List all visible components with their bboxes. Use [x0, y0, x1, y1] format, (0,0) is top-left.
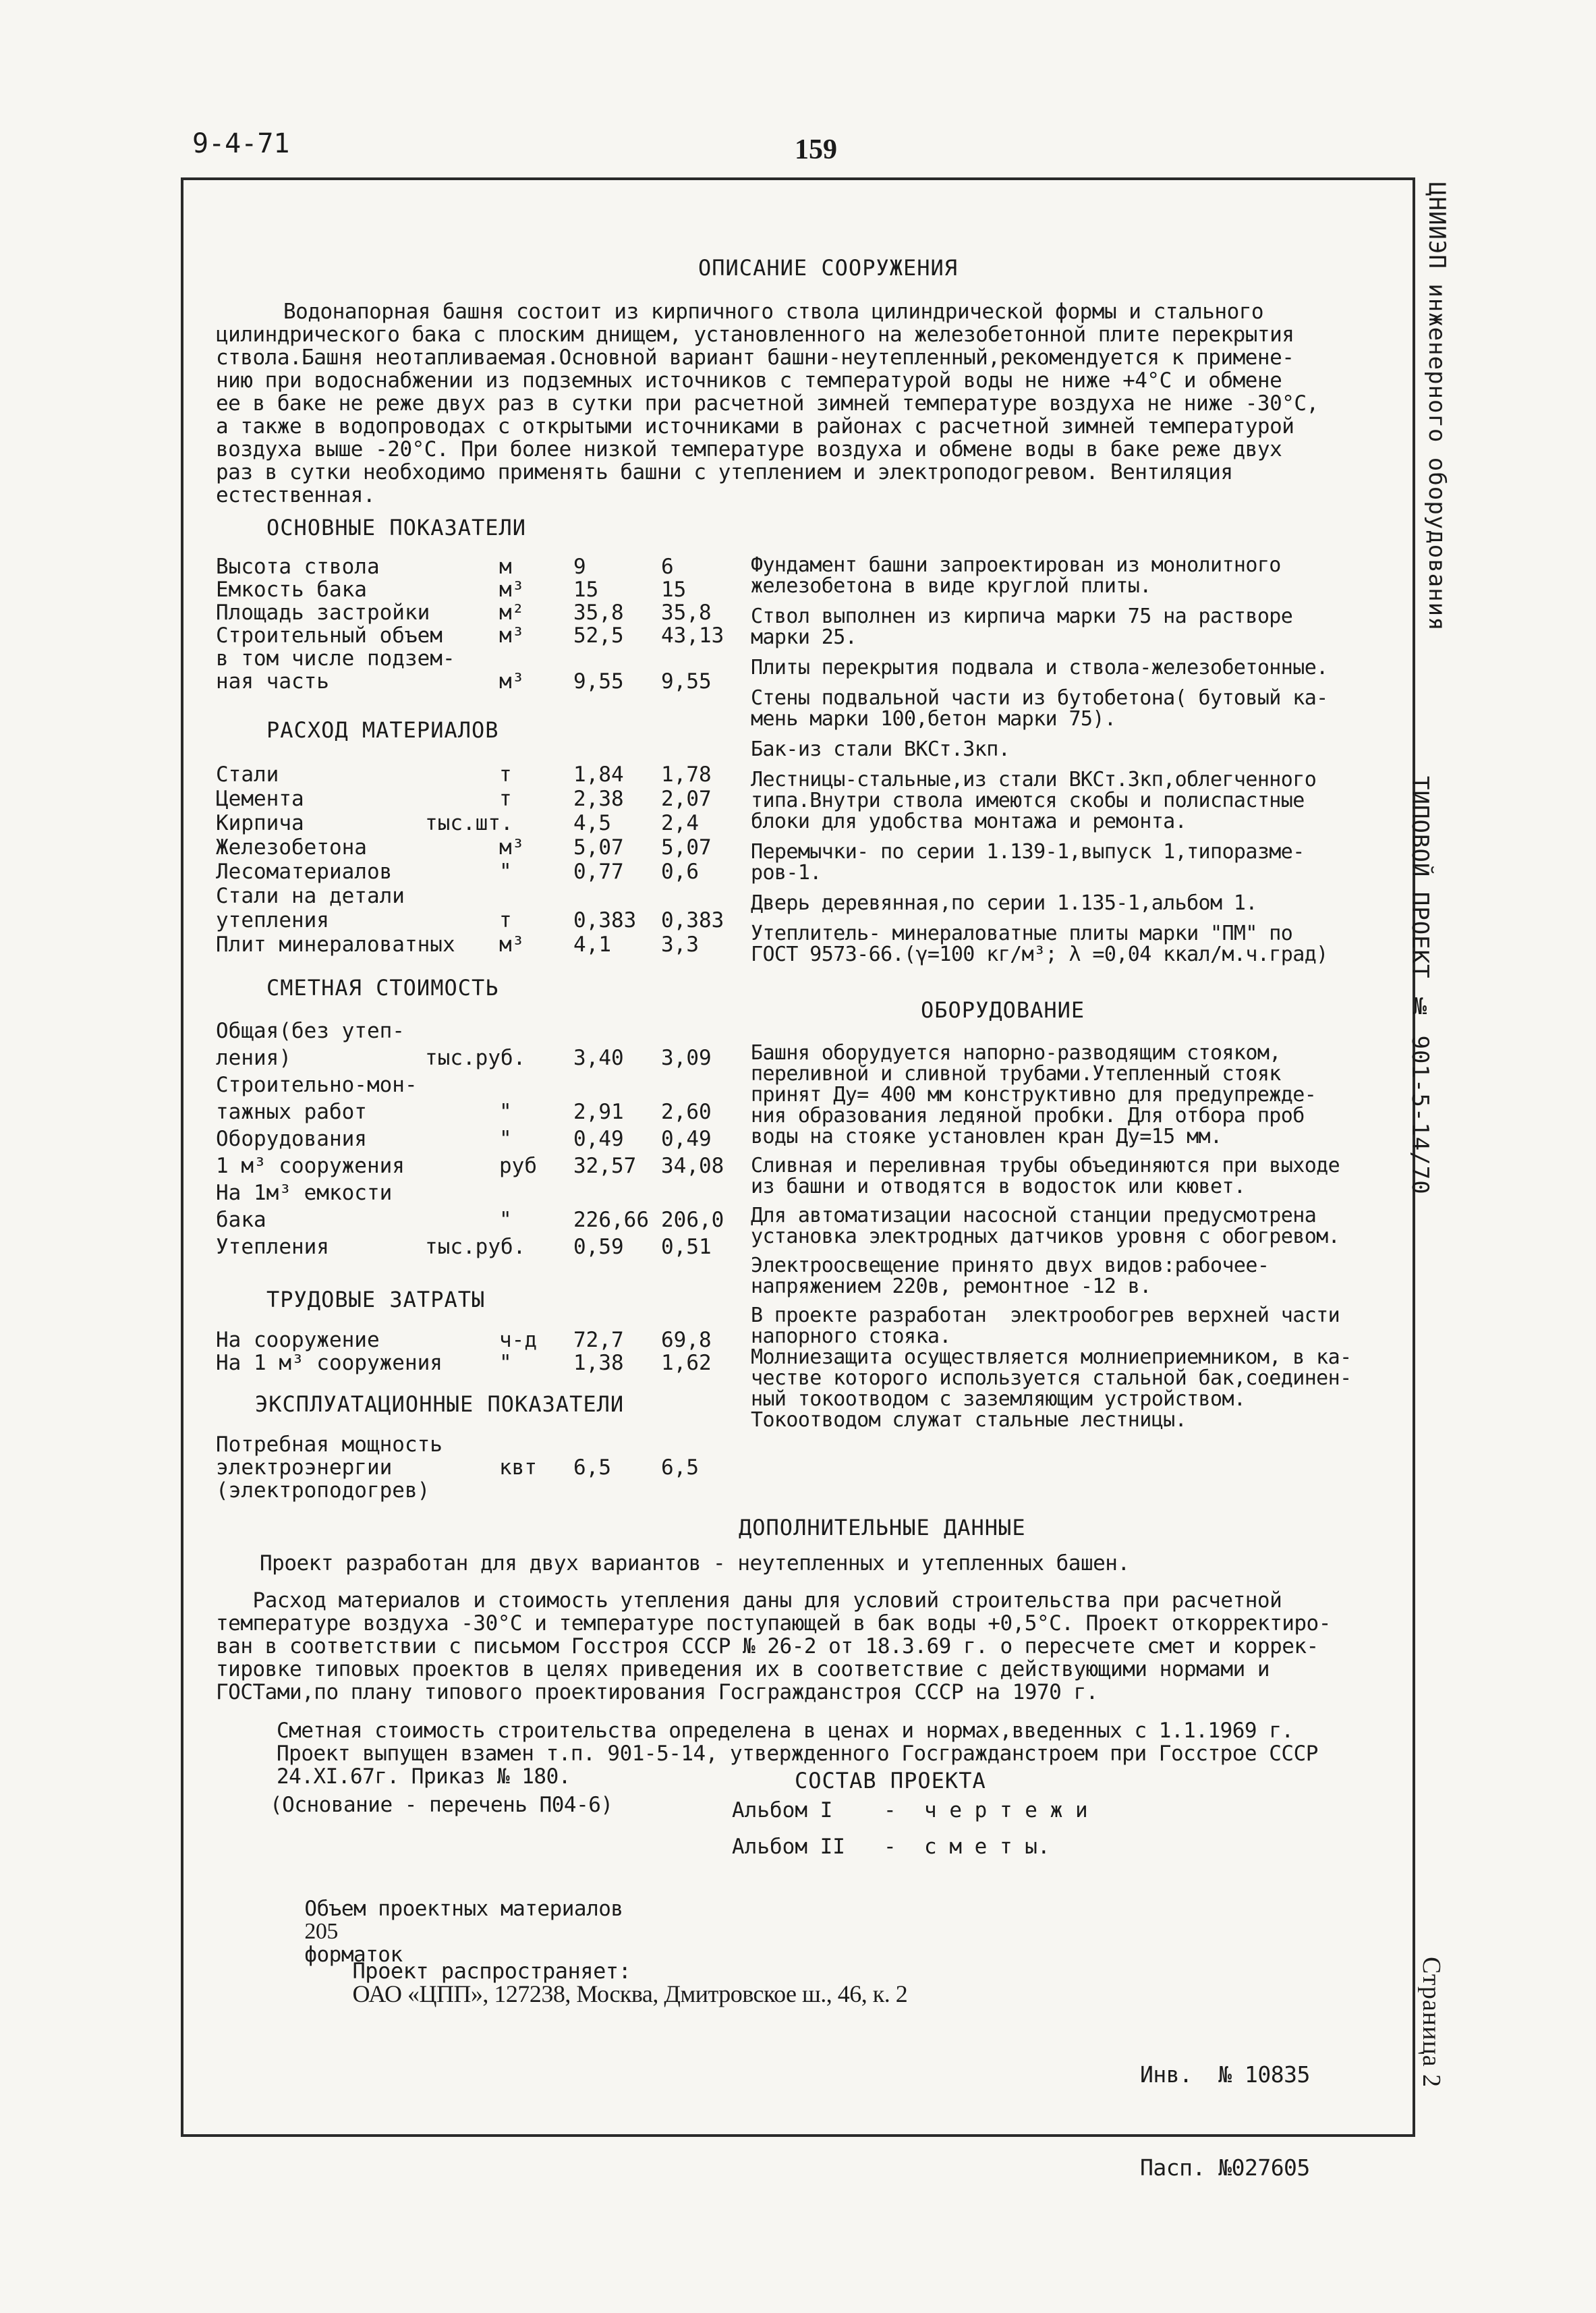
row-unit: руб — [499, 1154, 537, 1178]
volume-value: 205 — [304, 1919, 338, 1944]
additional-paragraph-1: Проект разработан для двух вариантов - неутепленных и утепленных башен. — [260, 1551, 1130, 1576]
row-unit: " — [499, 1100, 512, 1124]
row-value-1: 0,383 — [573, 908, 637, 932]
row-value-1: 52,5 — [573, 623, 624, 648]
row-value-2: 0,383 — [661, 908, 724, 932]
intro-line: раз в сутки необходимо применять башни с утеплением и электроподогревом. Вентиляция — [216, 460, 1233, 484]
row-value-2: 35,8 — [661, 601, 712, 625]
row-value-1: 32,57 — [573, 1154, 637, 1178]
row-label: Общая(без утеп- — [216, 1019, 405, 1043]
row-value-1: 4,5 — [573, 811, 611, 835]
row-label: электроэнергии — [216, 1455, 393, 1480]
section-main-indicators: ОСНОВНЫЕ ПОКАЗАТЕЛИ — [266, 515, 527, 540]
intro-line: Водонапорная башня состоит из кирпичного ствола цилиндрической формы и стального — [283, 300, 1264, 324]
intro-line: воздуха выше -20°С. При более низкой температуре воздуха и обмене воды в баке реже двух — [216, 437, 1282, 462]
row-unit: м³ — [499, 669, 525, 694]
row-label: Строительный объем — [216, 623, 443, 648]
note-block: Утеплитель- минераловатные плиты марки "ПМ" по ГОСТ 9573-66.(γ=100 кг/м³; λ =0,04 ккал/м.ч.град) — [751, 922, 1328, 966]
row-label: тажных работ — [216, 1100, 367, 1124]
row-value-2: 2,07 — [661, 787, 712, 811]
row-label: Стали — [216, 762, 279, 787]
section-additional: ДОПОЛНИТЕЛЬНЫЕ ДАННЫЕ — [739, 1515, 1026, 1540]
row-label: На 1м³ емкости — [216, 1181, 393, 1205]
additional-paragraph-2: Расход материалов и стоимость утепления даны для условий строительства при расчетной температуре воздуха -30°С и температуре поступающей в бак воды +0,5°С. Проект откорректиро- ван в соответствии с письмом Госстроя СССР № 26-2 от 18.3.69 г. о пересчете смет и коррек- тировке типовых проектов в целях приведения их в соответствие с действующими нормами и ГОСТами,по плану типового проектирования Госгражданстроя СССР на 1970 г. — [216, 1588, 1331, 1704]
section-composition: СОСТАВ ПРОЕКТА — [795, 1768, 986, 1793]
row-value-1: 4,1 — [573, 932, 611, 957]
intro-line: нию при водоснабжении из подземных источников с температурой воды не ниже +4°С и обмене — [216, 368, 1282, 393]
row-value-1: 6,5 — [573, 1455, 611, 1480]
row-value-2: 34,08 — [661, 1154, 724, 1178]
intro-line: естественная. — [216, 483, 376, 507]
side-organization: ЦНИИЭП инженерного оборудования — [1423, 182, 1450, 632]
note-block: Лестницы-стальные,из стали ВКСт.3кп,облегченного типа.Внутри ствола имеются скобы и полиспастные блоки для удобства монтажа и ремонта. — [751, 768, 1317, 833]
page-number: 159 — [795, 134, 837, 165]
row-value-1: 35,8 — [573, 601, 624, 625]
row-label: На 1 м³ сооружения — [216, 1351, 443, 1375]
row-label: 1 м³ сооружения — [216, 1154, 405, 1178]
row-unit: " — [499, 1208, 512, 1232]
inv-label: Инв. — [1140, 2061, 1193, 2088]
note-block: Ствол выполнен из кирпича марки 75 на растворе марки 25. — [751, 605, 1293, 649]
row-unit: м² — [499, 601, 525, 625]
row-value-1: 0,59 — [573, 1235, 624, 1259]
row-label: Площадь застройки — [216, 601, 430, 625]
row-unit: м³ — [499, 623, 525, 648]
row-value-2: 3,09 — [661, 1046, 712, 1070]
album-name: Альбом I — [732, 1798, 833, 1822]
row-value-2: 6 — [661, 555, 674, 579]
row-value-2: 1,62 — [661, 1351, 712, 1375]
row-unit: м³ — [499, 835, 525, 860]
volume-unit: форматок — [304, 1943, 403, 1967]
album-dash: - — [884, 1798, 896, 1822]
section-operation: ЭКСПЛУАТАЦИОННЫЕ ПОКАЗАТЕЛИ — [255, 1391, 625, 1417]
note-block: Сливная и переливная трубы объединяются при выходе из башни и отводятся в водосток или кювет. — [751, 1154, 1340, 1198]
row-unit: тыс.шт. — [425, 811, 513, 835]
section-labor: ТРУДОВЫЕ ЗАТРАТЫ — [266, 1287, 486, 1312]
row-value-1: 5,07 — [573, 835, 624, 860]
row-value-1: 72,7 — [573, 1328, 624, 1352]
pasp-number: №027605 — [1218, 2154, 1310, 2181]
note-block: Стены подвальной части из бутобетона( бутовый ка- мень марки 100,бетон марки 75). — [751, 686, 1328, 731]
intro-line: ствола.Башня неотапливаемая.Основной вариант башни-неутепленный,рекомендуется к примене- — [216, 345, 1294, 370]
row-value-2: 9,55 — [661, 669, 712, 694]
row-value-1: 0,77 — [573, 860, 624, 884]
album-content: с м е т ы. — [924, 1835, 1050, 1859]
row-value-2: 2,4 — [661, 811, 699, 835]
row-value-2: 1,78 — [661, 762, 712, 787]
album-name: Альбом II — [732, 1835, 845, 1859]
row-label: Стали на детали — [216, 884, 405, 908]
distributor-line — [327, 1936, 907, 2006]
intro-line: цилиндрического бака с плоским днищем, установленного на железобетонной плите перекрытия — [216, 323, 1294, 347]
side-page-label: Страница 2 — [1417, 1957, 1446, 2088]
row-value-1: 9 — [573, 555, 586, 579]
note-block: Дверь деревянная,по серии 1.135-1,альбом 1. — [751, 891, 1257, 915]
row-value-2: 206,0 — [661, 1208, 724, 1232]
row-label: ления) — [216, 1046, 291, 1070]
note-block: В проекте разработан электрообогрев верхней части напорного стояка. Молниезащита осуществляется молниеприемником, в ка- честве которого используется стальной бак,соединен- ный токоотводом с заземляющим устройством. Токоотводом служат стальные лестницы. — [751, 1304, 1352, 1432]
registry-block — [1140, 1997, 1310, 2214]
note-block: Башня оборудуется напорно-разводящим стояком, переливной и сливной трубами.Утепленный стояк принят Ду= 400 мм конструктивно для предупрежде- ния образования ледяной пробки. Для отбора проб воды на стояке установлен кран Ду=15 мм. — [751, 1041, 1317, 1148]
row-label: Лесоматериалов — [216, 860, 393, 884]
row-value-2: 2,60 — [661, 1100, 712, 1124]
row-unit: т — [499, 762, 512, 787]
row-value-2: 69,8 — [661, 1328, 712, 1352]
intro-line: а также в водопроводах с открытыми источниками в районах с расчетной зимней температурой — [216, 414, 1294, 439]
side-project-number: ТИПОВОЙ ПРОЕКТ № 901-5-14/70 — [1406, 776, 1433, 1195]
row-value-2: 0,6 — [661, 860, 699, 884]
note-block: Бак-из стали ВКСт.3кп. — [751, 737, 1010, 761]
row-label: Высота ствола — [216, 555, 380, 579]
distributor-value: ОАО «ЦПП», 127238, Москва, Дмитровское ш., 46, к. 2 — [352, 1980, 908, 2007]
row-label: в том числе подзем- — [216, 646, 455, 671]
volume-label: Объем проектных материалов — [304, 1897, 623, 1921]
section-cost: СМЕТНАЯ СТОИМОСТЬ — [266, 975, 499, 1001]
additional-paragraph-3: Сметная стоимость строительства определена в ценах и нормах,введенных с 1.1.1969 г. Проект выпущен взамен т.п. 901-5-14, утвержденного Госгражданстроем при Госстрое СССР 24.XI.67г. Приказ № 180. — [277, 1719, 1318, 1789]
row-value-2: 3,3 — [661, 932, 699, 957]
pasp-label: Пасп. — [1140, 2154, 1205, 2181]
row-label: Емкость бака — [216, 578, 367, 602]
row-value-1: 15 — [573, 578, 599, 602]
row-label: (электроподогрев) — [216, 1478, 430, 1503]
row-unit: " — [499, 1351, 512, 1375]
row-value-2: 6,5 — [661, 1455, 699, 1480]
row-value-2: 0,49 — [661, 1127, 712, 1151]
row-value-1: 3,40 — [573, 1046, 624, 1070]
sheet-code: 9-4-71 — [192, 128, 290, 159]
row-value-1: 226,66 — [573, 1208, 649, 1232]
row-unit: квт — [499, 1455, 537, 1480]
row-unit: т — [499, 787, 512, 811]
note-block: Плиты перекрытия подвала и ствола-железобетонные. — [751, 656, 1328, 679]
row-label: Оборудования — [216, 1127, 367, 1151]
row-value-2: 0,51 — [661, 1235, 712, 1259]
note-block: Электроосвещение принято двух видов:рабочее- напряжением 220в, ремонтное -12 в. — [751, 1254, 1270, 1298]
row-value-1: 1,38 — [573, 1351, 624, 1375]
row-label: утепления — [216, 908, 329, 932]
row-label: Кирпича — [216, 811, 304, 835]
row-unit: тыс.руб. — [425, 1235, 526, 1259]
row-unit: ч-д — [499, 1328, 537, 1352]
row-value-1: 0,49 — [573, 1127, 624, 1151]
intro-line: ее в баке не реже двух раз в сутки при расчетной зимней температуре воздуха не ниже -30°С, — [216, 391, 1319, 416]
row-unit: м³ — [499, 932, 525, 957]
row-value-2: 43,13 — [661, 623, 724, 648]
note-block: Для автоматизации насосной станции предусмотрена установка электродных датчиков уровня с обогревом. — [751, 1204, 1340, 1248]
album-dash: - — [884, 1835, 896, 1859]
row-unit: " — [499, 1127, 512, 1151]
note-block: Перемычки- по серии 1.139-1,выпуск 1,типоразме- ров-1. — [751, 840, 1305, 885]
row-label: Железобетона — [216, 835, 367, 860]
row-unit: м³ — [499, 578, 525, 602]
note-block: Фундамент башни запроектирован из монолитного железобетона в виде круглой плиты. — [751, 553, 1281, 598]
row-unit: тыс.руб. — [425, 1046, 526, 1070]
section-equipment: ОБОРУДОВАНИЕ — [921, 997, 1085, 1023]
row-value-1: 1,84 — [573, 762, 624, 787]
row-unit: т — [499, 908, 512, 932]
row-unit: м — [499, 555, 512, 579]
row-label: Цемента — [216, 787, 304, 811]
page-title: ОПИСАНИЕ СООРУЖЕНИЯ — [698, 255, 959, 281]
distributor-label: Проект распространяет: — [352, 1958, 631, 1984]
row-label: бака — [216, 1208, 266, 1232]
row-value-1: 2,91 — [573, 1100, 624, 1124]
inv-number: № 10835 — [1218, 2061, 1310, 2088]
row-label: На сооружение — [216, 1328, 380, 1352]
row-unit: " — [499, 860, 512, 884]
row-label: ная часть — [216, 669, 329, 694]
row-label: Потребная мощность — [216, 1432, 443, 1457]
intro-paragraph — [216, 300, 1319, 507]
row-label: Строительно-мон- — [216, 1073, 418, 1097]
row-label: Плит минераловатных — [216, 932, 455, 957]
basis-note: (Основание - перечень П04-6) — [270, 1793, 613, 1817]
row-label: Утепления — [216, 1235, 329, 1259]
section-materials: РАСХОД МАТЕРИАЛОВ — [266, 717, 499, 743]
row-value-1: 2,38 — [573, 787, 624, 811]
row-value-2: 15 — [661, 578, 687, 602]
row-value-2: 5,07 — [661, 835, 712, 860]
album-content: ч е р т е ж и — [924, 1798, 1088, 1822]
row-value-1: 9,55 — [573, 669, 624, 694]
